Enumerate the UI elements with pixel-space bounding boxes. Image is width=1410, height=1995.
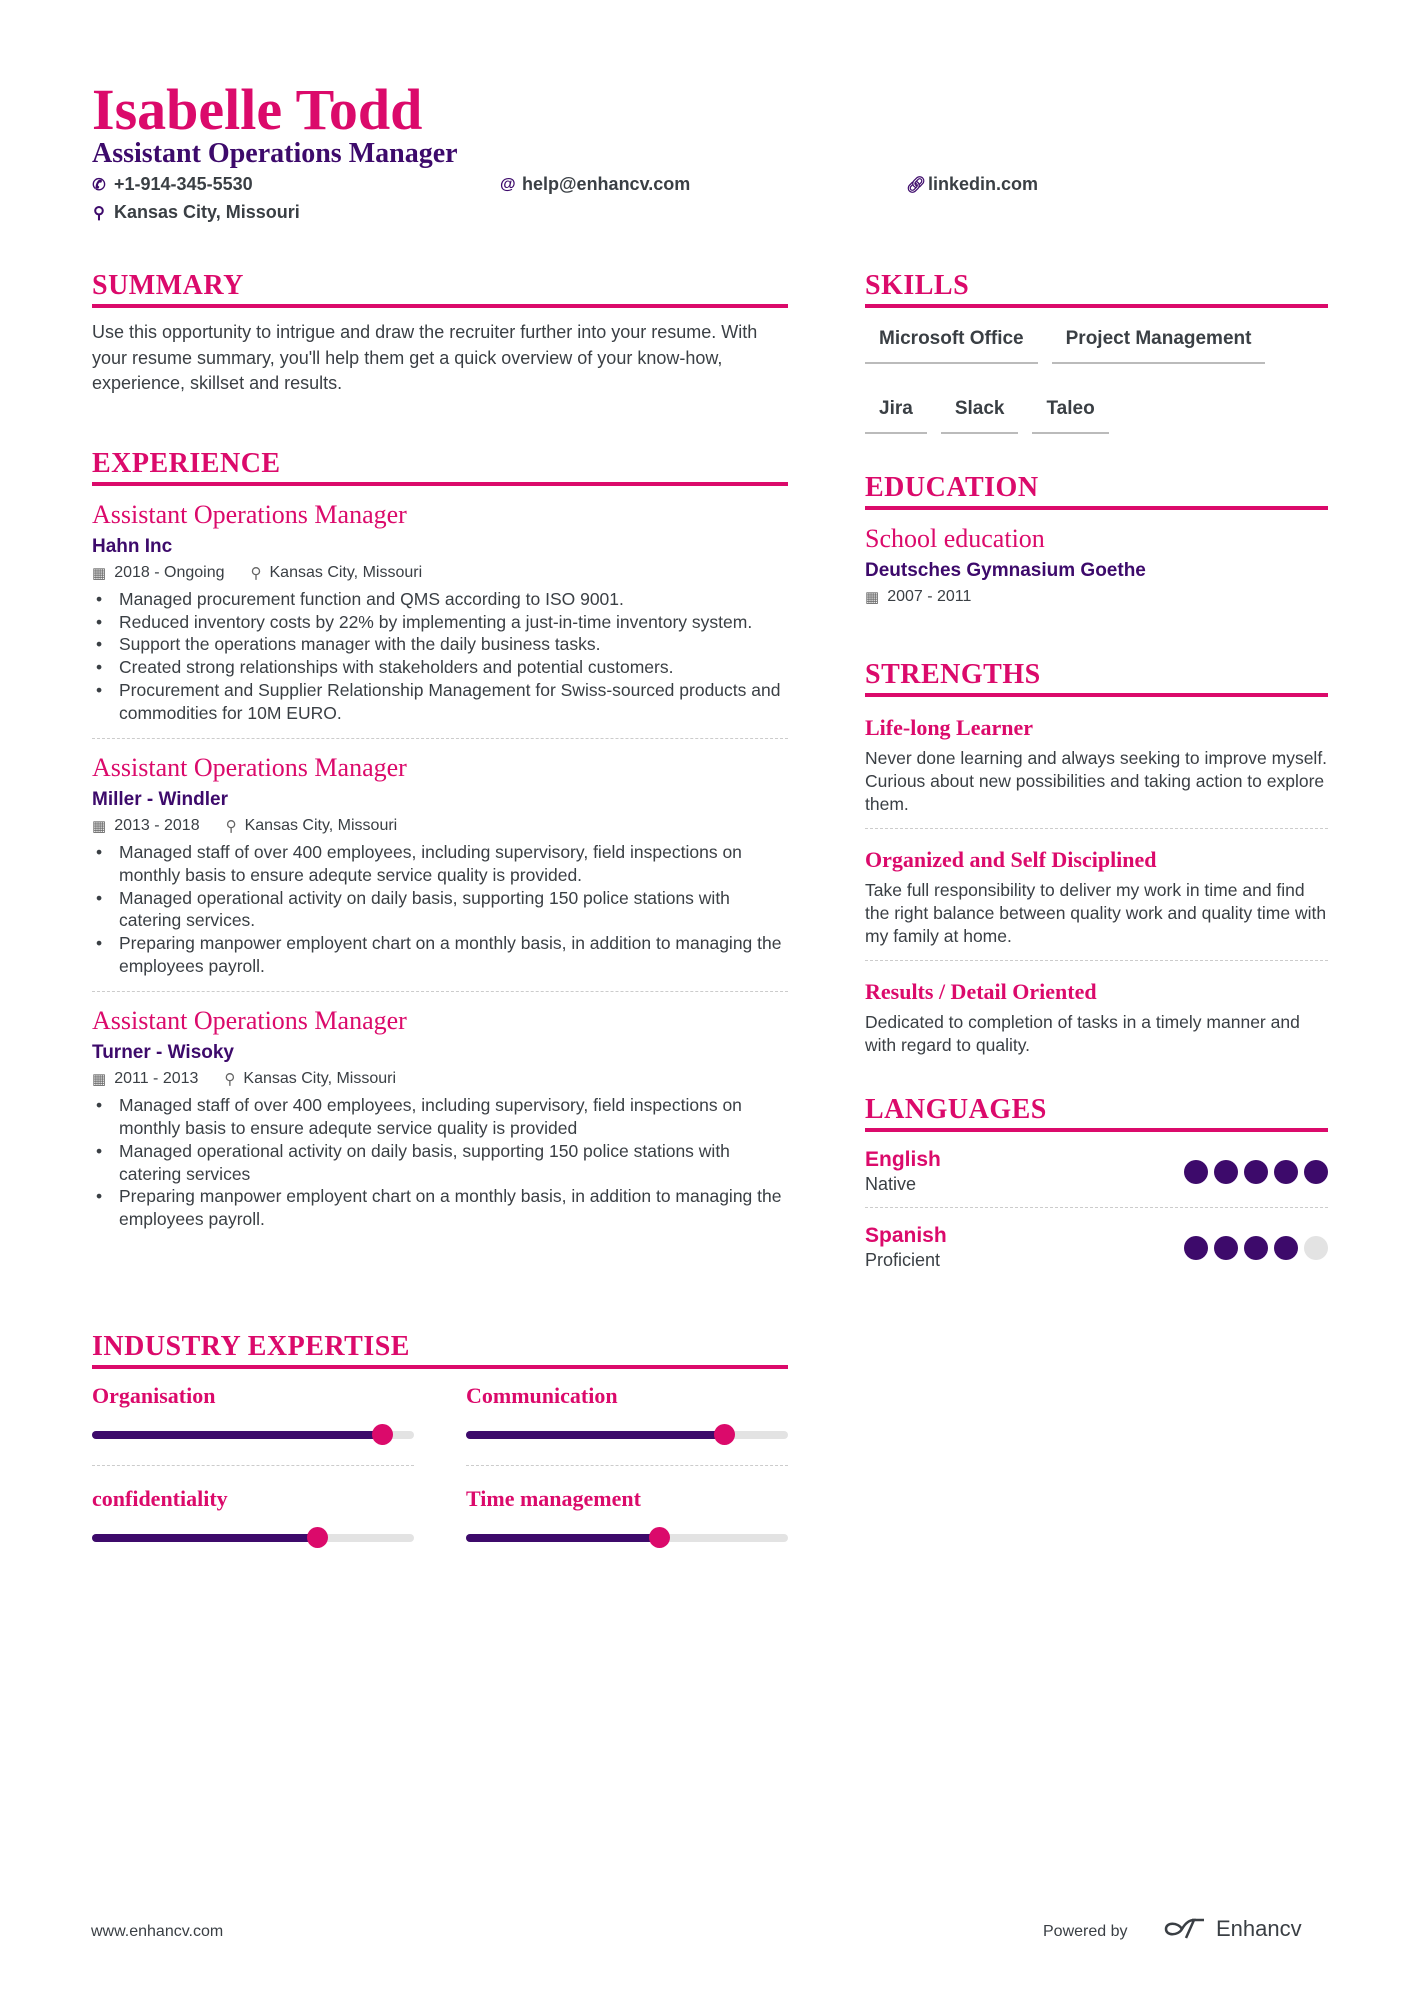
- proficiency-dot: [1214, 1160, 1238, 1184]
- proficiency-dot: [1184, 1160, 1208, 1184]
- link-icon: 🔗︎: [906, 176, 927, 194]
- linkedin[interactable]: [906, 174, 1038, 195]
- brand-text: Enhancv: [1216, 1916, 1302, 1941]
- job-entry: [92, 486, 788, 739]
- expertise-slider: [92, 1431, 414, 1439]
- expertise-label: Communication: [466, 1383, 618, 1408]
- bullet: • Reduced inventory costs by 22% by implementing a just-in-time inventory system.: [92, 611, 788, 634]
- strength-text: Dedicated to completion of tasks in a timely manner and with regard to quality.: [865, 1012, 1300, 1055]
- strength-title: Results / Detail Oriented: [865, 979, 1097, 1004]
- job-entry: [92, 739, 788, 992]
- section-heading: EDUCATION: [865, 472, 1039, 503]
- bullet: • Preparing manpower employent chart on a monthly basis, in addition to managing the employees payroll.: [92, 1185, 788, 1230]
- language-name: Spanish: [865, 1224, 947, 1247]
- skill-tag: Project Management: [1052, 328, 1266, 364]
- education-section: [865, 472, 1328, 606]
- proficiency-dot: [1304, 1160, 1328, 1184]
- language-name: English: [865, 1148, 941, 1171]
- strength-title: Organized and Self Disciplined: [865, 847, 1157, 872]
- job-entry: [92, 992, 788, 1244]
- expertise-section: [92, 1331, 788, 1542]
- slider-fill: [466, 1534, 659, 1542]
- email[interactable]: [500, 174, 690, 195]
- section-rule: [92, 304, 788, 308]
- slider-fill: [466, 1431, 724, 1439]
- candidate-name: Isabelle Todd: [92, 77, 423, 142]
- strength-text: Never done learning and always seeking to improve myself. Curious about new possibilities and taking action to explore them.: [865, 748, 1328, 814]
- proficiency-dot: [1274, 1160, 1298, 1184]
- section-rule: [92, 1365, 788, 1369]
- proficiency-dot: [1244, 1160, 1268, 1184]
- job-dates: 2011 - 2013: [114, 1070, 199, 1088]
- school: Deutsches Gymnasium Goethe: [865, 560, 1146, 581]
- calendar-icon: ▦: [92, 818, 107, 836]
- section-rule: [865, 304, 1328, 308]
- strength-title: Life-long Learner: [865, 715, 1034, 740]
- slider-knob: [372, 1424, 393, 1445]
- bullet: • Managed staff of over 400 employees, including supervisory, field inspections on monthly basis to ensure adequte service quality is provided: [92, 1094, 788, 1139]
- language-item: [865, 1208, 1328, 1283]
- proficiency-dots: [1184, 1236, 1328, 1260]
- proficiency-dot: [1304, 1236, 1328, 1260]
- proficiency-dots: [1184, 1160, 1328, 1184]
- education-dates: 2007 - 2011: [887, 588, 972, 605]
- location-text: Kansas City, Missouri: [114, 202, 300, 222]
- job-location: Kansas City, Missouri: [244, 817, 398, 835]
- slider-knob: [714, 1424, 735, 1445]
- location-pin-icon: ⚲: [250, 565, 262, 582]
- section-heading: SUMMARY: [92, 270, 244, 301]
- job-bullets: [92, 841, 788, 977]
- slider-knob: [307, 1527, 328, 1548]
- job-title: Assistant Operations Manager: [92, 1006, 407, 1036]
- bullet: • Managed operational activity on daily basis, supporting 150 police stations with catering services.: [92, 887, 788, 932]
- languages-section: [865, 1094, 1328, 1283]
- slider-knob: [649, 1527, 670, 1548]
- job-bullets: [92, 1094, 788, 1230]
- bullet: • Support the operations manager with the daily business tasks.: [92, 633, 788, 656]
- at-icon: @: [500, 175, 516, 193]
- slider-fill: [92, 1534, 317, 1542]
- proficiency-dot: [1274, 1236, 1298, 1260]
- calendar-icon: ▦: [92, 565, 107, 582]
- proficiency-dot: [1214, 1236, 1238, 1260]
- strength-item: [865, 697, 1328, 829]
- language-item: [865, 1132, 1328, 1208]
- section-heading: INDUSTRY EXPERTISE: [92, 1331, 410, 1362]
- footer-website[interactable]: www.enhancv.com: [91, 1923, 224, 1940]
- bullet: • Created strong relationships with stakeholders and potential customers.: [92, 656, 788, 679]
- skill-tag: Microsoft Office: [865, 328, 1038, 364]
- degree: School education: [865, 524, 1045, 553]
- calendar-icon: ▦: [92, 1071, 107, 1089]
- job-title: Assistant Operations Manager: [92, 500, 407, 529]
- proficiency-dot: [1244, 1236, 1268, 1260]
- company-name: Turner - Wisoky: [92, 1042, 234, 1064]
- strengths-section: [865, 659, 1328, 1069]
- enhancv-logo[interactable]: [1162, 1916, 1302, 1942]
- job-title: Assistant Operations Manager: [92, 753, 407, 783]
- location: [92, 202, 300, 223]
- company-name: Hahn Inc: [92, 536, 173, 557]
- expertise-slider: [92, 1534, 414, 1542]
- job-dates: 2018 - Ongoing: [114, 564, 225, 581]
- job-bullets: [92, 588, 788, 724]
- strength-item: [865, 961, 1328, 1069]
- section-heading: LANGUAGES: [865, 1094, 1047, 1125]
- phone-icon: ✆: [92, 176, 106, 194]
- phone: [92, 174, 253, 195]
- section-heading: SKILLS: [865, 270, 970, 301]
- expertise-item: [466, 1466, 788, 1542]
- expertise-slider: [466, 1431, 788, 1439]
- expertise-item: [92, 1466, 414, 1542]
- bullet: • Managed procurement function and QMS according to ISO 9001.: [92, 588, 788, 611]
- footer-powered: Powered by: [1043, 1923, 1128, 1940]
- linkedin-text[interactable]: linkedin.com: [928, 174, 1039, 194]
- language-level: Native: [865, 1174, 917, 1194]
- location-pin-icon: ⚲: [93, 204, 105, 222]
- location-pin-icon: ⚲: [225, 818, 237, 836]
- language-level: Proficient: [865, 1250, 941, 1270]
- summary-text: Use this opportunity to intrigue and draw the recruiter further into your resume. With your resume summary, you'll help them get a quick overview of your know-how, experience, skillset and results.: [92, 322, 758, 394]
- job-location: Kansas City, Missouri: [243, 1070, 397, 1088]
- proficiency-dot: [1184, 1236, 1208, 1260]
- summary-section: [92, 270, 788, 397]
- job-dates: 2013 - 2018: [114, 817, 200, 835]
- expertise-slider: [466, 1534, 788, 1542]
- calendar-icon: ▦: [865, 589, 880, 606]
- section-heading: STRENGTHS: [865, 659, 1041, 690]
- experience-section: [92, 448, 788, 1245]
- section-rule: [865, 506, 1328, 510]
- section-heading: EXPERIENCE: [92, 448, 281, 479]
- bullet: • Managed operational activity on daily basis, supporting 150 police stations with catering services: [92, 1140, 788, 1185]
- expertise-item: [92, 1383, 414, 1466]
- expertise-label: Organisation: [92, 1383, 216, 1408]
- strength-item: [865, 829, 1328, 961]
- strength-text: Take full responsibility to deliver my work in time and find the right balance between quality work and quality time with my family at home.: [865, 880, 1327, 946]
- skill-tag: Slack: [941, 398, 1019, 434]
- skills-section: [865, 270, 1328, 434]
- location-pin-icon: ⚲: [224, 1071, 236, 1089]
- email-text[interactable]: help@enhancv.com: [522, 174, 691, 194]
- bullet: • Preparing manpower employent chart on a monthly basis, in addition to managing the employees payroll.: [92, 932, 788, 977]
- phone-text: +1-914-345-5530: [114, 174, 253, 194]
- skill-tag: Jira: [865, 398, 927, 434]
- skill-tag: Taleo: [1032, 398, 1108, 434]
- slider-fill: [92, 1431, 382, 1439]
- company-name: Miller - Windler: [92, 789, 229, 811]
- expertise-label: confidentiality: [92, 1486, 228, 1511]
- expertise-item: [466, 1383, 788, 1466]
- candidate-title: Assistant Operations Manager: [92, 138, 458, 169]
- job-location: Kansas City, Missouri: [269, 564, 423, 581]
- expertise-label: Time management: [466, 1486, 641, 1511]
- bullet: • Procurement and Supplier Relationship Management for Swiss-sourced products and commodities for 10M EURO.: [92, 679, 788, 724]
- enhancv-logo-icon: [1162, 1917, 1208, 1941]
- bullet: • Managed staff of over 400 employees, including supervisory, field inspections on monthly basis to ensure adequte service quality is provided.: [92, 841, 788, 886]
